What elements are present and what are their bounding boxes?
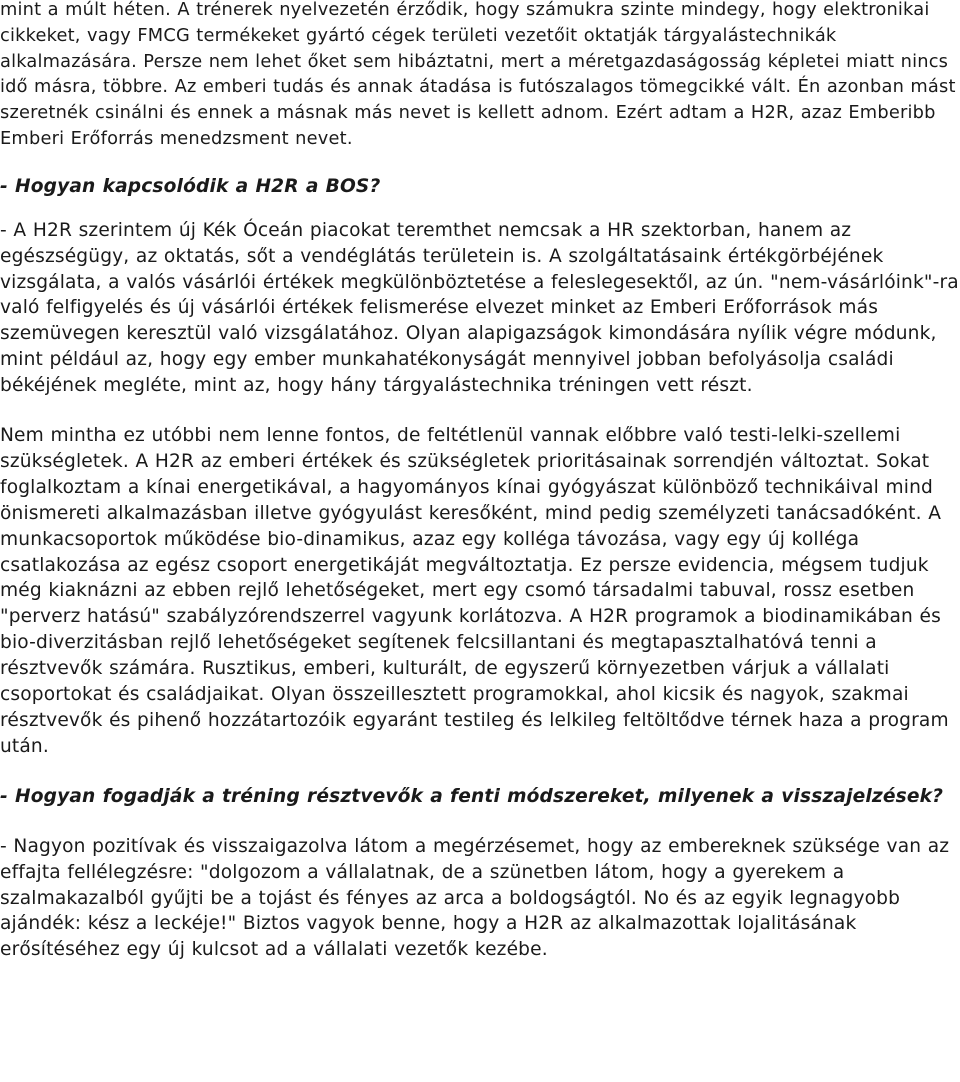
answer-paragraph-bos: - A H2R szerintem új Kék Óceán piacokat teremthet nemcsak a HR szektorban, hanem az egészségügy, az oktatás, sőt a vendéglátás területein is. A szolgáltatásaink értékgörbéjének vizsgálata, a valós vásárlói értékek megkülönböztetése a feleslegesektől, az ún. "nem-vásárlóink"-ra való felfigyelés és új vásárlói értékek felismerése elvezet minket az Emberi Erőforrások más szemüvegen keresztül való vizsgálatához. Olyan alapigazságok kimondására nyílik végre módunk, mint például az, hogy egy ember munkahatékonyságát mennyivel jobban befolyásolja családi békéjének megléte, mint az, hogy hány tárgyalástechnika tréningen vett részt. xyxy=(0,219,959,397)
intro-paragraph: mint a múlt héten. A trénerek nyelvezetén érződik, hogy számukra szinte mindegy, hogy elektronikai cikkeket, vagy FMCG termékeket gyártó cégek területi vezetőit oktatják tárgyalástechnikák alkalmazására. Persze nem lehet őket sem hibáztatni, mert a méretgazdaságosság képletei miatt nincs idő másra, többre. Az emberi tudás és annak átadása is futószalagos tömegcikké vált. Én azonban mást szeretnék csinálni és ennek a másnak más nevet is kellett adnom. Ezért adtam a H2R, azaz Emberibb Emberi Erőforrás menedzsment nevet. xyxy=(0,0,956,149)
body-paragraph-needs: Nem mintha ez utóbbi nem lenne fontos, de feltétlenül vannak előbbre való testi-lelki-szellemi szükségletek. A H2R az emberi értékek és szükségletek prioritásainak sorrendjén változtat. Sokat foglalkoztam a kínai energetikával, a hagyományos kínai gyógyászat különböző technikáival mind önismereti alkalmazásban illetve gyógyulást keresőként, mind pedig személyzeti tanácsadóként. A munkacsoportok működése bio-dinamikus, azaz egy kolléga távozása, vagy egy új kolléga csatlakozása az egész csoport energetikáját megváltoztatja. Ez persze evidencia, mégsem tudjuk még kiaknázni az ebben rejlő lehetőségeket, mert egy csomó társadalmi tabuval, rossz esetben "perverz hatású" szabályzórendszerrel vagyunk korlátozva. A H2R programok a biodinamikában és bio-diverzitásban rejlő lehetőségeket segítenek felcsillantani és megtapasztalhatóvá tenni a résztvevők számára. Rusztikus, emberi, kulturált, de egyszerű környezetben várjuk a vállalati csoportokat és családjaikat. Olyan összeillesztett programokkal, ahol kicsik és nagyok, szakmai résztvevők és pihenő hozzátartozóik egyaránt testileg és lelkileg feltöltődve térnek haza a program után. xyxy=(0,425,949,757)
answer-paragraph-feedback: - Nagyon pozitívak és visszaigazolva látom a megérzésemet, hogy az embereknek szüksége van az effajta fellélegzésre: "dolgozom a vállalatnak, de a szünetben látom, hogy a gyerekem a szalmakazalból gyűjti be a tojást és fényes az arca a boldogságtól. No és az egyik legnagyobb ajándék: kész a leckéje!" Biztos vagyok benne, hogy a H2R az alkalmazottak lojalitásának erősítéséhez egy új kulcsot ad a vállalati vezetők kezébe. xyxy=(0,835,950,961)
question-heading-bos: - Hogyan kapcsolódik a H2R a BOS? xyxy=(0,175,381,197)
question-heading-feedback: - Hogyan fogadják a tréning résztvevők a fenti módszereket, milyenek a visszajelzések? xyxy=(0,785,944,807)
